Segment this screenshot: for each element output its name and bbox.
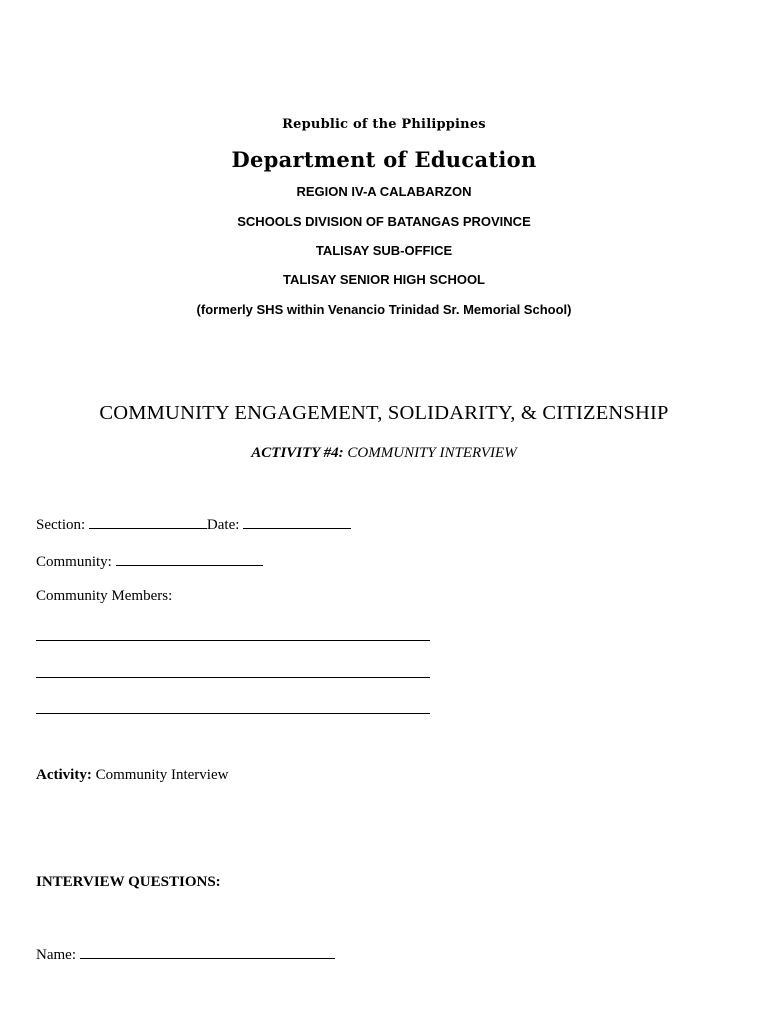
section-date-row xyxy=(36,515,351,534)
region-line: REGION IV-A CALABARZON xyxy=(296,184,472,199)
section-blank[interactable] xyxy=(89,515,207,529)
activity-heading xyxy=(0,445,768,462)
activity-title: COMMUNITY INTERVIEW xyxy=(343,445,517,461)
division-line: SCHOOLS DIVISION OF BATANGAS PROVINCE xyxy=(237,214,531,229)
formerly-line: (formerly SHS within Venancio Trinidad Sr. Memorial School) xyxy=(196,302,572,317)
school-line: TALISAY SENIOR HIGH SCHOOL xyxy=(282,272,485,287)
sub-office-line: TALISAY SUB-OFFICE xyxy=(315,243,453,258)
member-blank-2[interactable] xyxy=(36,677,430,678)
community-label: Community: xyxy=(36,554,116,570)
activity-row xyxy=(36,767,228,784)
community-blank[interactable] xyxy=(116,552,263,566)
republic-heading: Republic of the Philippines xyxy=(282,117,486,132)
activity-number: ACTIVITY #4: xyxy=(251,445,344,461)
date-blank[interactable] xyxy=(243,515,351,529)
member-blank-1[interactable] xyxy=(36,640,430,641)
member-blank-3[interactable] xyxy=(36,713,430,714)
activity-value: Community Interview xyxy=(91,767,229,783)
members-label: Community Members: xyxy=(36,588,173,604)
department-heading: Department of Education xyxy=(231,147,537,172)
name-blank[interactable] xyxy=(80,945,335,959)
activity-label: Activity: xyxy=(36,767,92,783)
date-label: Date: xyxy=(206,517,244,533)
section-label: Section: xyxy=(36,517,89,533)
subject-title: COMMUNITY ENGAGEMENT, SOLIDARITY, & CITIZENSHIP xyxy=(99,402,669,424)
community-row xyxy=(36,552,263,571)
name-label: Name: xyxy=(36,947,80,963)
interview-questions-heading: INTERVIEW QUESTIONS: xyxy=(36,874,221,890)
name-row xyxy=(36,945,335,964)
